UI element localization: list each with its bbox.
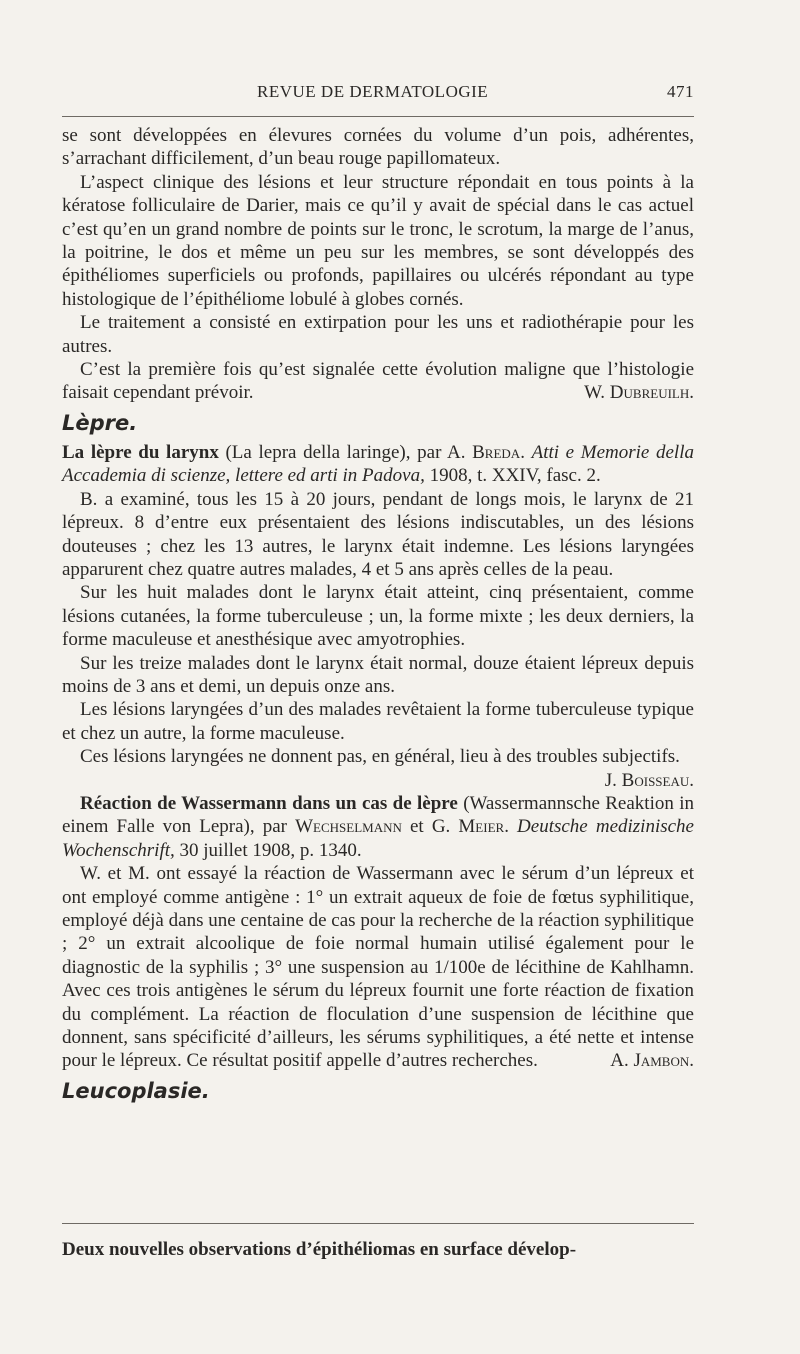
paragraph: Les lésions laryngées d’un des malades revêtaient la forme tuberculeuse typique et chez un autre, la forme maculeuse. (62, 699, 694, 744)
author-name: Breda (472, 441, 521, 463)
article-title: La lèpre du larynx (62, 441, 219, 463)
paragraph (62, 745, 694, 792)
paragraph (62, 862, 694, 1073)
paragraph: Le traitement a consisté en extirpation pour les uns et radiothérapie pour les autres. (62, 312, 694, 357)
paragraph: L’aspect clinique des lésions et leur structure répondait en tous points à la kératose folliculaire de Darier, mais ce qu’il y avait de spécial dans le cas actuel c’est qu’en un grand nombre de points sur le tronc, le scrotum, la marge de l’anus, la poitrine, le dos et même un peu sur les membres, se sont développés des épithéliomes superficiels ou profonds, papillaires ou ulcérés répondant au type histologique de l’épithéliome lobulé à globes cornés. (62, 171, 694, 310)
journal-name: Deutsche medizinische Wochenschrift, (62, 816, 694, 861)
author-name: Wechselmann (295, 816, 402, 838)
paragraph-text: W. et M. ont essayé la réaction de Wassermann avec le sérum d’un lépreux et ont employé comme antigène : 1° un extrait aqueux de foie de fœtus syphilitique, employé déjà dans une centaine de cas pour la recherche de la réaction syphilitique ; 2° un extrait alcoolique de foie normal humain utilisé également pour le diagnostic de la syphilis ; 3° une suspension au 1/100e de lécithine de Kahlhamn. Avec ces trois antigènes le sérum du lépreux fournit une forte réaction de fixation du complément. La réaction de floculation d’une suspension de lécithine que donnent, sans spécificité d’ailleurs, les sérums syphilitiques, a été nette et intense pour le lépreux. Ce résultat positif appelle d’autres recherches. (62, 863, 694, 1072)
reference-text: (La lepra della laringe), par A. (218, 441, 473, 463)
next-article (62, 1238, 694, 1262)
journal-name: Atti e Memorie della Accademia di scienze, lettere ed arti in Padova, (62, 441, 694, 487)
paragraph (62, 358, 694, 405)
article-reference (62, 792, 694, 862)
section-heading: Leucoplasie. (62, 1078, 210, 1103)
signature: A. Jambon. (610, 1050, 694, 1072)
signature: W. Dubreuilh. (584, 382, 694, 404)
reference-text: (Wassermannsche Reaktion in einem Falle von Lepra), par (62, 792, 694, 838)
paragraph: Sur les treize malades dont le larynx était normal, douze étaient lépreux depuis moins de 3 ans et demi, un depuis onze ans. (62, 652, 694, 697)
reference-text: et G. (401, 816, 459, 838)
reference-text: 30 juillet 1908, p. 1340. (174, 839, 362, 861)
section-heading: Lèpre. (62, 410, 138, 435)
reference-text: . (504, 816, 518, 838)
reference-text: . (520, 441, 532, 463)
article-reference (62, 441, 694, 488)
signature: J. Boisseau. (604, 769, 694, 791)
article-title: Réaction de Wassermann dans un cas de lèpre (80, 792, 458, 814)
page-number: 471 (667, 82, 694, 101)
journal-title: REVUE DE DERMATOLOGIE (257, 82, 489, 101)
paragraph: se sont développées en élevures cornées du volume d’un pois, adhérentes, s’arrachant difficilement, d’un beau rouge papillomateux. (62, 125, 694, 170)
paragraph-text: Ces lésions laryngées ne donnent pas, en général, lieu à des troubles subjectifs. (80, 746, 680, 768)
article-body (62, 124, 694, 1109)
running-header (62, 82, 694, 106)
paragraph-text: C’est la première fois qu’est signalée cette évolution maligne que l’histologie faisait cependant prévoir. (62, 359, 694, 404)
article-title: Deux nouvelles observations d’épithéliomas en surface dévelop- (62, 1239, 577, 1260)
paragraph: B. a examiné, tous les 15 à 20 jours, pendant de longs mois, le larynx de 21 lépreux. 8 d’entre eux présentaient des lésions indiscutables, un des lésions douteuses ; chez les 13 autres, le larynx était indemne. Les lésions laryngées apparurent chez quatre autres malades, 4 et 5 ans après celles de la peau. (62, 488, 694, 580)
reference-text: 1908, t. XXIV, fasc. 2. (424, 465, 601, 487)
section-rule (62, 1223, 694, 1224)
header-rule (62, 116, 694, 117)
author-name: Meier (458, 816, 505, 838)
paragraph: Sur les huit malades dont le larynx était atteint, cinq présentaient, comme lésions cutanées, la forme tuberculeuse ; un, la forme mixte ; les deux derniers, la forme maculeuse et anesthésique avec amyotrophies. (62, 582, 694, 651)
